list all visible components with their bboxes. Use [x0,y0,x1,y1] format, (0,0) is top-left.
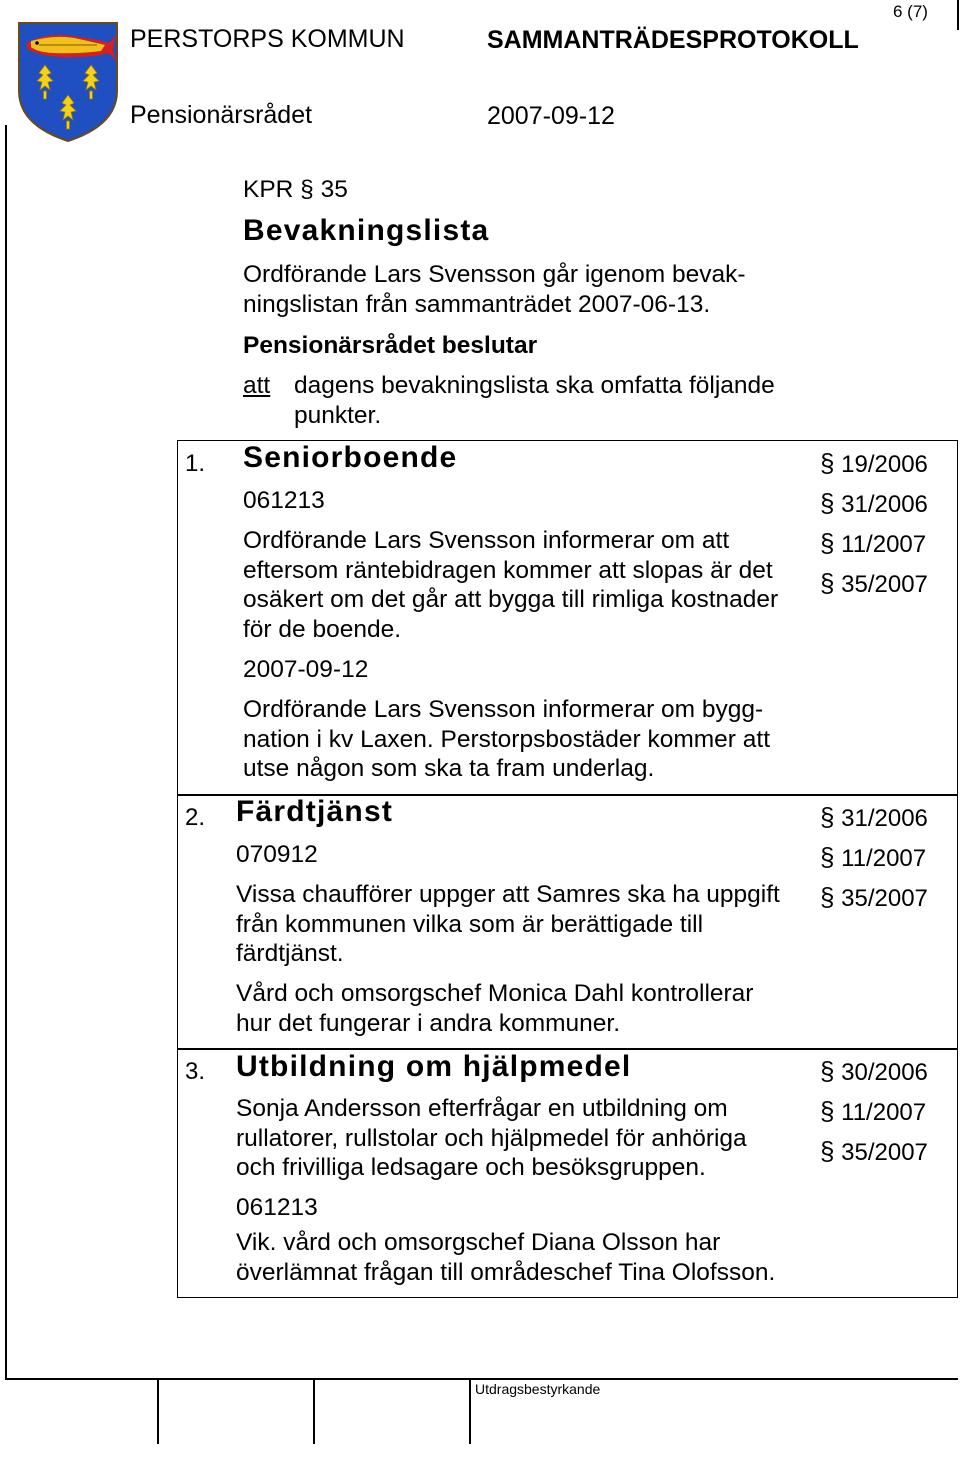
paragraph-line: överlämnat frågan till områdeschef Tina Olofsson. [236,1258,776,1286]
paragraph-line: Ordförande Lars Svensson informerar om bygg- [243,696,764,723]
section-sign-icon: § [820,448,835,478]
paragraph-line: rullatorer, rullstolar och hjälpmedel för anhöriga [236,1124,747,1152]
intro-paragraph [243,260,746,319]
council-name: Pensionärsrådet [130,101,313,129]
paragraph-line: utse någon som ska ta fram underlag. [243,755,655,782]
decision-line: dagens bevakningslista ska omfatta följande [294,372,775,399]
case-reference: § 35/2007 [820,1136,928,1166]
case-reference: § 19/2006 [820,448,928,478]
top-right-corner-line [957,0,959,30]
footer-divider [157,1378,159,1444]
case-reference: § 11/2007 [820,842,927,872]
item-title: Seniorboende [243,441,458,474]
reference-list [820,1052,950,1172]
section-sign-icon: § [820,1136,835,1166]
paragraph-line: Ordförande Lars Svensson informerar om att [243,527,730,554]
reference-list [820,444,950,604]
footer-divider [469,1378,471,1444]
paragraph-line: och frivilliga ledsagare och besöksgruppen. [236,1154,706,1181]
coat-of-arms-logo [17,21,119,143]
case-reference: § 31/2006 [820,488,928,518]
section-sign-icon: § [820,882,835,912]
section-title: Bevakningslista [243,214,490,247]
item-paragraph [236,880,780,969]
case-reference: § 35/2007 [820,882,928,912]
section-sign-icon: § [820,568,835,598]
item-date: 061213 [236,1194,318,1221]
item-paragraph [236,1094,747,1183]
item-paragraph [236,979,753,1038]
decision-text [294,371,775,430]
section-sign-icon: § [820,802,835,832]
page-number: 6 (7) [893,2,928,21]
section-code: KPR § 35 [243,176,348,203]
item-paragraph [243,526,778,644]
case-reference: § 11/2007 [820,1096,927,1126]
decision-line: punkter. [294,401,382,429]
case-reference: § 11/2007 [820,528,927,558]
paragraph-line: Vård och omsorgschef Monica Dahl kontrollerar [236,980,754,1007]
paragraph-line: eftersom räntebidragen kommer att slopas är det [243,556,773,584]
left-margin-line [5,125,7,1380]
meeting-date: 2007-09-12 [487,102,615,130]
section-sign-icon: § [820,842,835,872]
item-date: 2007-09-12 [243,656,369,683]
item-number: 1. [185,450,206,477]
footer-divider [313,1378,315,1444]
section-sign-icon: § [820,528,835,558]
item-paragraph [243,695,770,784]
intro-line: ningslistan från sammanträdet 2007-06-13. [243,290,711,318]
paragraph-line: färdtjänst. [236,940,344,967]
item-date: 070912 [236,841,318,868]
paragraph-line: Sonja Andersson efterfrågar en utbildning om [236,1095,728,1122]
paragraph-line: för de boende. [243,615,402,643]
paragraph-line: från kommunen vilka som är berättigade till [236,910,704,938]
decision-att: att [243,372,271,399]
decision-heading: Pensionärsrådet beslutar [243,332,538,359]
item-title: Utbildning om hjälpmedel [236,1050,632,1083]
section-sign-icon: § [820,1096,835,1126]
case-reference: § 30/2006 [820,1056,928,1086]
item-number: 3. [185,1058,206,1085]
paragraph-line: hur det fungerar i andra kommuner. [236,1009,621,1037]
paragraph-line: Vik. vård och omsorgschef Diana Olsson har [236,1229,721,1256]
section-sign-icon: § [820,1056,835,1086]
document-type: SAMMANTRÄDESPROTOKOLL [487,26,859,54]
item-title: Färdtjänst [236,795,394,828]
case-reference: § 35/2007 [820,568,928,598]
paragraph-line: Vissa chaufförer uppger att Samres ska ha uppgift [236,881,780,908]
reference-list [820,798,950,918]
paragraph-line: osäkert om det går att bygga till rimliga kostnader [243,586,779,613]
municipality-name: PERSTORPS KOMMUN [130,25,405,53]
item-paragraph [236,1228,775,1287]
footer-label: Utdragsbestyrkande [475,1381,601,1397]
intro-line: Ordförande Lars Svensson går igenom bevak- [243,261,746,288]
footer-top-line [5,1378,958,1380]
paragraph-line: nation i kv Laxen. Perstorpsbostäder kommer att [243,725,771,753]
case-reference: § 31/2006 [820,802,928,832]
item-date: 061213 [243,487,325,514]
section-sign-icon: § [820,488,835,518]
item-number: 2. [185,804,206,831]
